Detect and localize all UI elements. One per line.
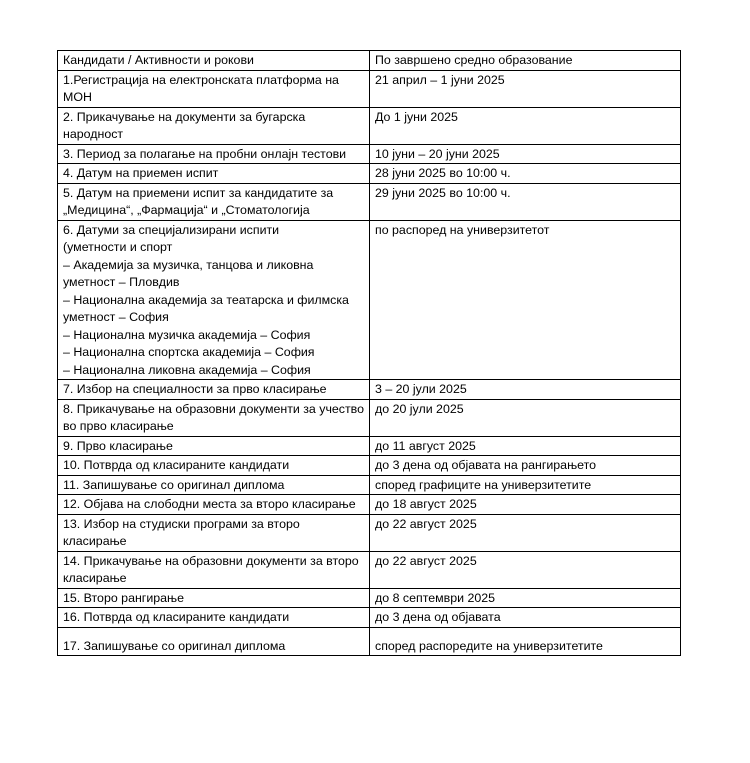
activity-cell: 9. Прво класирање — [58, 436, 370, 456]
deadline-cell: до 11 август 2025 — [370, 436, 681, 456]
table-row — [58, 183, 681, 220]
deadline-cell: 29 јуни 2025 во 10:00 ч. — [370, 183, 681, 220]
table-row — [58, 436, 681, 456]
table-row — [58, 164, 681, 184]
table-row — [58, 144, 681, 164]
activity-cell: 3. Период за полагање на пробни онлајн тестови — [58, 144, 370, 164]
activity-cell: 8. Прикачување на образовни документи за учество во прво класирање — [58, 399, 370, 436]
table-row — [58, 380, 681, 400]
table-row — [58, 495, 681, 515]
deadline-cell: до 8 септември 2025 — [370, 588, 681, 608]
activity-cell: 12. Објава на слободни места за второ класирање — [58, 495, 370, 515]
activity-cell: 11. Запишување со оригинал диплома — [58, 475, 370, 495]
activity-cell: 13. Избор на студиски програми за второ класирање — [58, 514, 370, 551]
table-row — [58, 551, 681, 588]
table-row — [58, 588, 681, 608]
activity-cell: 6. Датуми за специјализирани испити (уметности и спорт – Академија за музичка, танцова и ликовна уметност – Пловдив – Национална академија за театарска и филмска уметност – София – Национална музичка академија – София – Национална спортска академија – София – Национална ликовна академија – София — [58, 220, 370, 380]
table-row — [58, 107, 681, 144]
deadline-cell: до 3 дена од објавата на рангирањето — [370, 456, 681, 476]
activity-cell: 10. Потврда од класираните кандидати — [58, 456, 370, 476]
activity-cell: 7. Избор на специалности за прво класирање — [58, 380, 370, 400]
deadline-cell: 3 – 20 јули 2025 — [370, 380, 681, 400]
table-row — [58, 475, 681, 495]
table-header-row — [58, 51, 681, 71]
table-row — [58, 514, 681, 551]
schedule-table — [57, 50, 681, 656]
deadline-cell: 28 јуни 2025 во 10:00 ч. — [370, 164, 681, 184]
deadline-cell: до 20 јули 2025 — [370, 399, 681, 436]
activity-cell: 15. Второ рангирање — [58, 588, 370, 608]
activity-cell: 17. Запишување со оригинал диплома — [58, 627, 370, 656]
table-row — [58, 399, 681, 436]
table-row — [58, 220, 681, 380]
deadline-cell: до 3 дена од објавата — [370, 608, 681, 628]
table-row — [58, 627, 681, 656]
deadline-cell: по распоред на универзитетот — [370, 220, 681, 380]
header-secondary-education: По завршено средно образование — [370, 51, 681, 71]
header-activities: Кандидати / Активности и рокови — [58, 51, 370, 71]
table-row — [58, 456, 681, 476]
table-row — [58, 608, 681, 628]
deadline-cell: до 22 август 2025 — [370, 514, 681, 551]
activity-cell: 14. Прикачување на образовни документи за второ класирање — [58, 551, 370, 588]
deadline-cell: До 1 јуни 2025 — [370, 107, 681, 144]
deadline-cell: 10 јуни – 20 јуни 2025 — [370, 144, 681, 164]
table-row — [58, 70, 681, 107]
deadline-cell: 21 април – 1 јуни 2025 — [370, 70, 681, 107]
deadline-cell: до 18 август 2025 — [370, 495, 681, 515]
deadline-cell: до 22 август 2025 — [370, 551, 681, 588]
activity-cell: 16. Потврда од класираните кандидати — [58, 608, 370, 628]
deadline-cell: според графиците на универзитетите — [370, 475, 681, 495]
activity-cell: 1.Регистрација на електронската платформа на МОН — [58, 70, 370, 107]
activity-cell: 5. Датум на приемени испит за кандидатите за „Медицина“, „Фармација“ и „Стоматологија — [58, 183, 370, 220]
activity-cell: 2. Прикачување на документи за бугарска народност — [58, 107, 370, 144]
activity-cell: 4. Датум на приемен испит — [58, 164, 370, 184]
deadline-cell: според распоредите на универзитетите — [370, 627, 681, 656]
